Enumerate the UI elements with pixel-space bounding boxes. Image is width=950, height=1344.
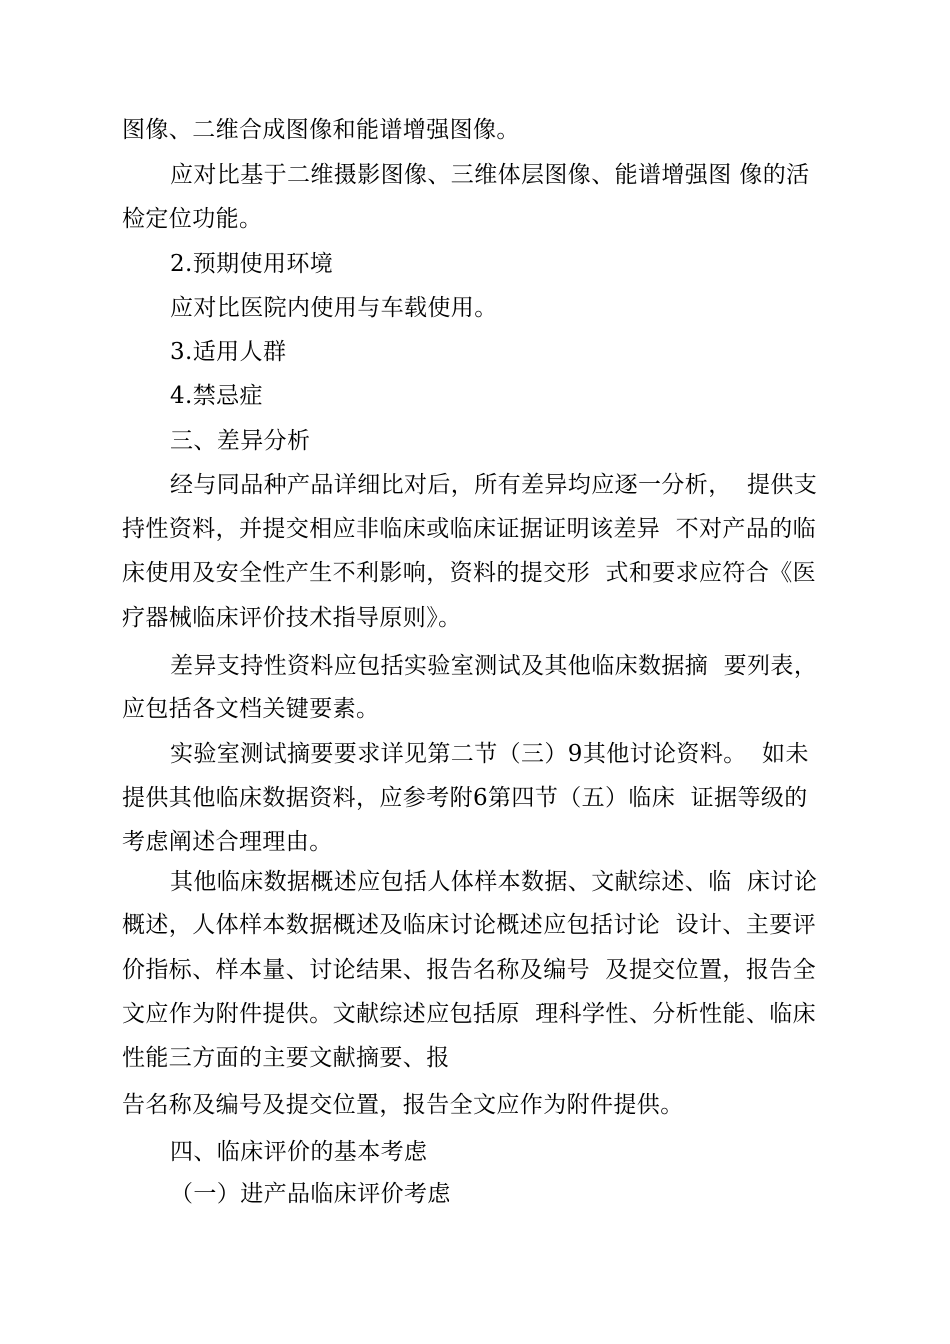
body-line-16: 提供其他临床数据资料，应参考附6第四节（五）临床 证据等级的 bbox=[122, 785, 808, 811]
body-line-15: 实验室测试摘要要求详见第二节（三）9其他讨论资料。 如未 bbox=[170, 741, 809, 767]
body-line-18: 其他临床数据概述应包括人体样本数据、文献综述、临 床讨论 bbox=[170, 869, 818, 895]
body-line-17: 考虑阐述合理理由。 bbox=[122, 829, 333, 855]
section-heading-clinical-evaluation: 四、临床评价的基本考虑 bbox=[170, 1139, 428, 1165]
body-line-19: 概述，人体样本数据概述及临床讨论概述应包括讨论 设计、主要评 bbox=[122, 912, 817, 938]
body-line-9: 经与同品种产品详细比对后，所有差异均应逐一分析， 提供支 bbox=[170, 472, 818, 498]
body-line-13: 差异支持性资料应包括实验室测试及其他临床数据摘 要列表， bbox=[170, 653, 818, 679]
body-line-1: 图像、二维合成图像和能谱增强图像。 bbox=[122, 117, 520, 143]
body-line-3: 检定位功能。 bbox=[122, 206, 263, 232]
body-line-5: 应对比医院内使用与车载使用。 bbox=[170, 295, 498, 321]
body-line-23: 告名称及编号及提交位置，报告全文应作为附件提供。 bbox=[122, 1092, 684, 1118]
subsection-heading-clinical-evaluation: （一）进产品临床评价考虑 bbox=[170, 1181, 451, 1207]
section-heading-difference-analysis: 三、差异分析 bbox=[170, 428, 311, 454]
body-line-2: 应对比基于二维摄影图像、三维体层图像、能谱增强图 像的活 bbox=[170, 162, 810, 188]
heading-expected-environment: 2.预期使用环境 bbox=[170, 251, 334, 277]
body-line-21: 文应作为附件提供。文献综述应包括原 理科学性、分析性能、临床 bbox=[122, 1001, 817, 1027]
body-line-20: 价指标、样本量、讨论结果、报告名称及编号 及提交位置，报告全 bbox=[122, 957, 817, 983]
body-line-14: 应包括各文档关键要素。 bbox=[122, 696, 380, 722]
heading-applicable-population: 3.适用人群 bbox=[170, 339, 287, 365]
body-line-10: 持性资料，并提交相应非临床或临床证据证明该差异 不对产品的临 bbox=[122, 516, 817, 542]
body-line-12: 疗器械临床评价技术指导原则》。 bbox=[122, 605, 462, 631]
body-line-22: 性能三方面的主要文献摘要、报 bbox=[122, 1045, 450, 1071]
heading-contraindications: 4.禁忌症 bbox=[170, 383, 263, 409]
body-line-11: 床使用及安全性产生不利影响，资料的提交形 式和要求应符合《医 bbox=[122, 560, 817, 586]
